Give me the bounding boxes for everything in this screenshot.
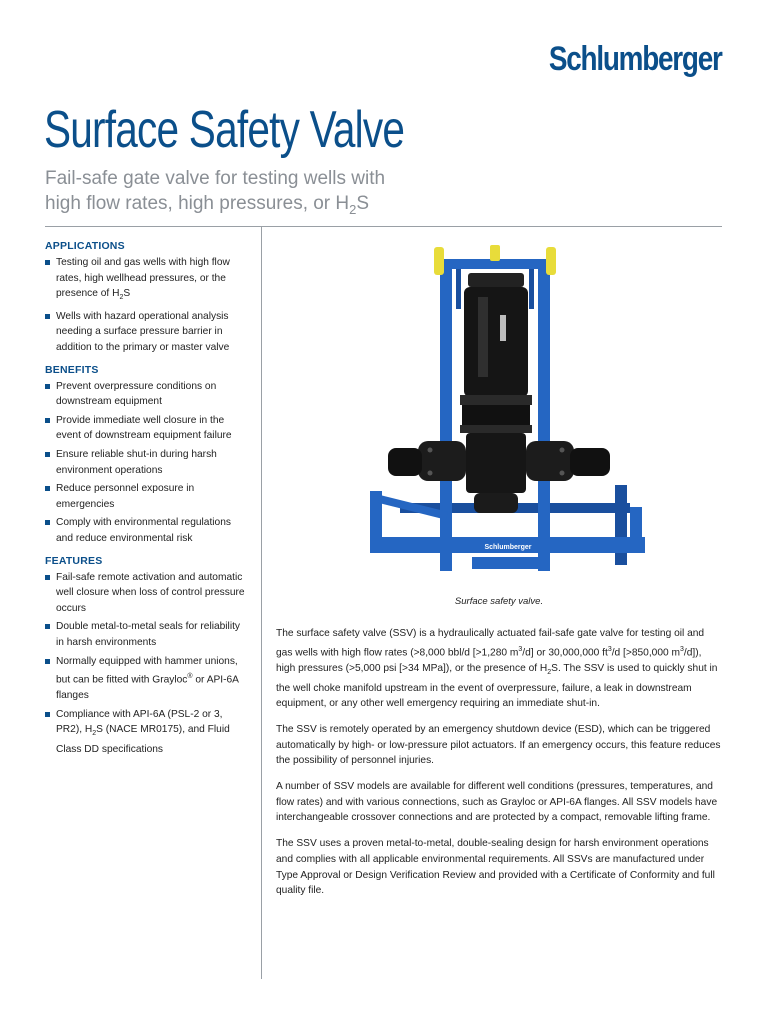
actuator-body [464, 287, 528, 397]
benefits-list [45, 379, 250, 547]
surface-safety-valve-image [360, 245, 650, 580]
frame-upright-right [538, 259, 550, 571]
page-subtitle [45, 166, 465, 222]
registered-mark: ® [187, 673, 193, 681]
schlumberger-logo: Schlumberger [549, 40, 722, 78]
feature-text: Compliance with API-6A (PSL-2 or 3, PR2), H [56, 708, 223, 736]
body-paragraph-3: A number of SSV models are available for different well conditions (pressures, temperatures, and flow rates) and with various connections, such as Grayloc or API-6A flanges. All SSV models have interchangeable crossover connections and are protected by a compact, removable lifting frame. [276, 781, 718, 824]
benefits-heading: BENEFITS [45, 363, 99, 376]
feature-text-end: S (NACE MR0175), and Fluid Class DD specifications [56, 724, 230, 755]
features-list [45, 570, 250, 758]
subtitle-line2-suffix: S [356, 193, 370, 214]
lifting-lug-top [490, 245, 500, 261]
applications-list [45, 255, 250, 356]
body-paragraph-2: The SSV is remotely operated by an emergency shutdown device (ESD), which can be triggered automatically by high- or low-pressure pilot actuators. If an emergency occurs, this feature reduces the possibility of personnel injuries. [276, 723, 721, 767]
features-heading: FEATURES [45, 554, 103, 567]
header-divider [45, 226, 722, 227]
inlet-union [388, 448, 422, 476]
figure-caption: Surface safety valve. [454, 596, 544, 607]
actuator-cap [468, 273, 524, 287]
list-item: Provide immediate well closure in the event of downstream equipment failure [45, 413, 250, 444]
subtitle-subscript: 2 [349, 201, 357, 217]
lifting-lug-left [434, 247, 444, 275]
applications-heading: APPLICATIONS [45, 240, 125, 252]
outlet-flange [526, 441, 574, 481]
feature-subscript: 2 [92, 730, 97, 738]
list-item [45, 654, 250, 704]
frame-upright-left [440, 259, 452, 571]
left-column [45, 240, 250, 760]
list-item: Comply with environmental regulations and reduce environmental risk [45, 515, 250, 546]
application-text: Testing oil and gas wells with high flow rates, high wellhead pressures, or the presence of H [56, 257, 230, 300]
indicator-window [500, 315, 506, 341]
body-paragraph-4: The SSV uses a proven metal-to-metal, double-sealing design for harsh environment operations and complies with all applicable environmental requirements. All SSVs are manufactured under Type Approval or Design Verification Review and provided with a Certificate of Conformity and full quality file. [276, 838, 715, 897]
list-item [45, 255, 250, 306]
list-item: Reduce personnel exposure in emergencies [45, 481, 250, 512]
body-text [276, 626, 722, 909]
list-item: Fail-safe remote activation and automatic well closure when loss of control pressure occurs [45, 570, 250, 617]
valve-body [466, 433, 526, 493]
body-paragraph-1: The surface safety valve (SSV) is a hydraulically actuated fail-safe gate valve for testing oil and gas wells with high flow rates (>8,000 bbl/d [>1,280 $m^3/d$] or 30,000,000 $ft^3/d$ [>850,000 $m^3/d$]), high pressures (>5,000 psi [>34 MPa]), or the presence of $H_2S$. The SSV is used to quickly shut in the well choke manifold upstream in the event of overpressure, failure, a leak in downstream equipment, or any other well emergency requiring an immediate shut-in. [276, 628, 718, 710]
feature-text: Normally equipped with hammer unions, but can be fitted with Grayloc [56, 655, 238, 686]
feature-text-end: or API-6A flanges [56, 674, 239, 702]
column-divider [261, 227, 262, 979]
page-title: Surface Safety Valve [44, 101, 405, 159]
inlet-flange [418, 441, 466, 481]
list-item: Ensure reliable shut-in during harsh environment operations [45, 447, 250, 478]
subtitle-line1: Fail-safe gate valve for testing wells with [45, 168, 386, 189]
application-text-end: S [123, 288, 131, 300]
frame-label: Schlumberger [484, 544, 532, 551]
outlet-union [570, 448, 610, 476]
list-item [45, 707, 250, 758]
lifting-lug-right [546, 247, 556, 275]
list-item: Wells with hazard operational analysis needing a surface pressure barrier in addition to the primary or master valve [45, 309, 250, 356]
list-item: Prevent overpressure conditions on downstream equipment [45, 379, 250, 410]
list-item: Double metal-to-metal seals for reliability in harsh environments [45, 619, 250, 650]
subtitle-line2-prefix: high flow rates, high pressures, or H [45, 193, 350, 214]
application-subscript: 2 [119, 294, 124, 302]
